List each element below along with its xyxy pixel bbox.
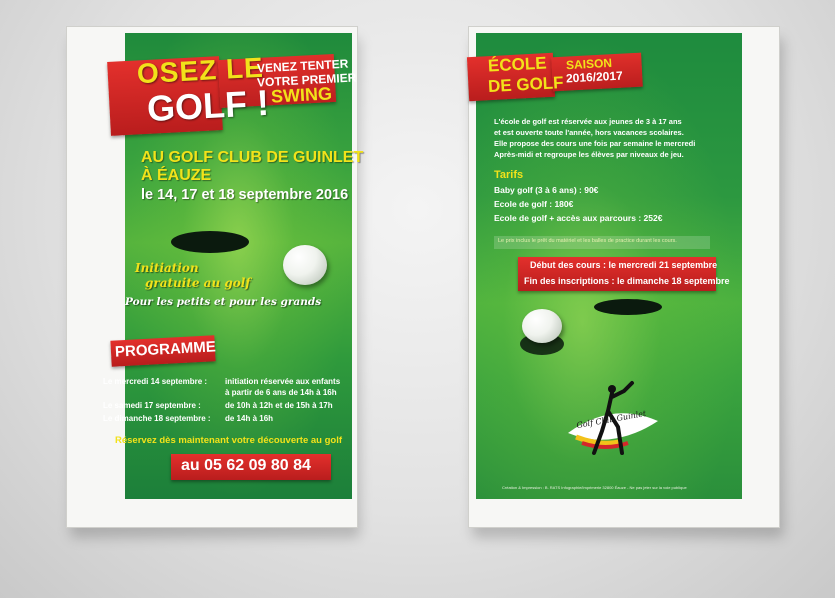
venue-line1: AU GOLF CLUB DE GUINLET xyxy=(141,149,364,166)
golf-ball-right xyxy=(522,309,562,343)
tagline-line2: VOTRE PREMIER xyxy=(256,70,357,90)
intro-line-3: Elle propose des cours une fois par semaine le mercredi xyxy=(494,139,696,148)
school-title-1: ÉCOLE xyxy=(487,53,547,76)
reserve-text: Réservez dès maintenant votre découverte au golf xyxy=(115,435,343,446)
golf-hole xyxy=(171,231,249,253)
tarifs-title: Tarifs xyxy=(494,169,524,181)
logo-text: Golf Club Guinlet xyxy=(575,408,647,431)
programme-title: PROGRAMME xyxy=(114,338,217,361)
tarif-2: Ecole de golf : 180€ xyxy=(494,199,574,209)
schedule-info-2: de 10h à 12h et de 15h à 17h xyxy=(225,401,333,410)
venue-line2: À ÉAUZE xyxy=(141,167,212,184)
intro-line-4: Après-midi et regroupe les élèves par niveaux de jeu. xyxy=(494,150,684,159)
tarif-3: Ecole de golf + accès aux parcours : 252€ xyxy=(494,213,663,223)
headline-line1: OSEZ LE xyxy=(136,51,265,90)
schedule-info-1a: initiation réservée aux enfants xyxy=(225,377,341,386)
end-date-text: Fin des inscriptions : le dimanche 18 septembre xyxy=(524,276,730,286)
right-flyer xyxy=(476,33,742,499)
intro-line-2: et est ouverte toute l'année, hors vacances scolaires. xyxy=(494,128,684,137)
schedule-info-3: de 14h à 16h xyxy=(225,414,274,423)
school-title-2: DE GOLF xyxy=(487,73,564,96)
event-dates: le 14, 17 et 18 septembre 2016 xyxy=(141,187,349,203)
season-years: 2016/2017 xyxy=(565,68,624,86)
offer-line2: gratuite au golf xyxy=(145,276,251,290)
intro-line-1: L'école de golf est réservée aux jeunes de 3 à 17 ans xyxy=(494,117,682,126)
golf-hole-right xyxy=(594,299,662,315)
tagline-line3: SWING xyxy=(270,83,333,107)
offer-line1: Initiation xyxy=(135,261,199,275)
left-flyer xyxy=(103,33,364,499)
schedule-info-1b: à partir de 6 ans de 14h à 16h xyxy=(225,388,337,397)
season-label: SAISON xyxy=(565,55,613,73)
golf-ball xyxy=(283,245,327,285)
tarif-1: Baby golf (3 à 6 ans) : 90€ xyxy=(494,185,599,195)
audience-text: Pour les petits et pour les grands xyxy=(125,296,322,308)
club-logo xyxy=(562,381,662,455)
tagline-line1: VENEZ TENTER xyxy=(256,56,349,76)
start-date-text: Début des cours : le mercredi 21 septembre xyxy=(530,260,718,270)
schedule-day-1: Le mercredi 14 septembre : xyxy=(103,377,208,386)
schedule-day-3: Le dimanche 18 septembre : xyxy=(103,414,211,423)
headline-line2: GOLF ! xyxy=(145,81,270,130)
footer-credits: Création & Impression : B. RATS Infographie/Imprimerie 32800 Éauze - Ne pas jeter sur la voie publique xyxy=(502,485,687,490)
phone-number: au 05 62 09 80 84 xyxy=(181,457,311,474)
schedule-day-2: Le samedi 17 septembre : xyxy=(103,401,201,410)
price-note: Le prix inclus le prêt du matériel et les balles de practice durant les cours. xyxy=(498,238,677,244)
